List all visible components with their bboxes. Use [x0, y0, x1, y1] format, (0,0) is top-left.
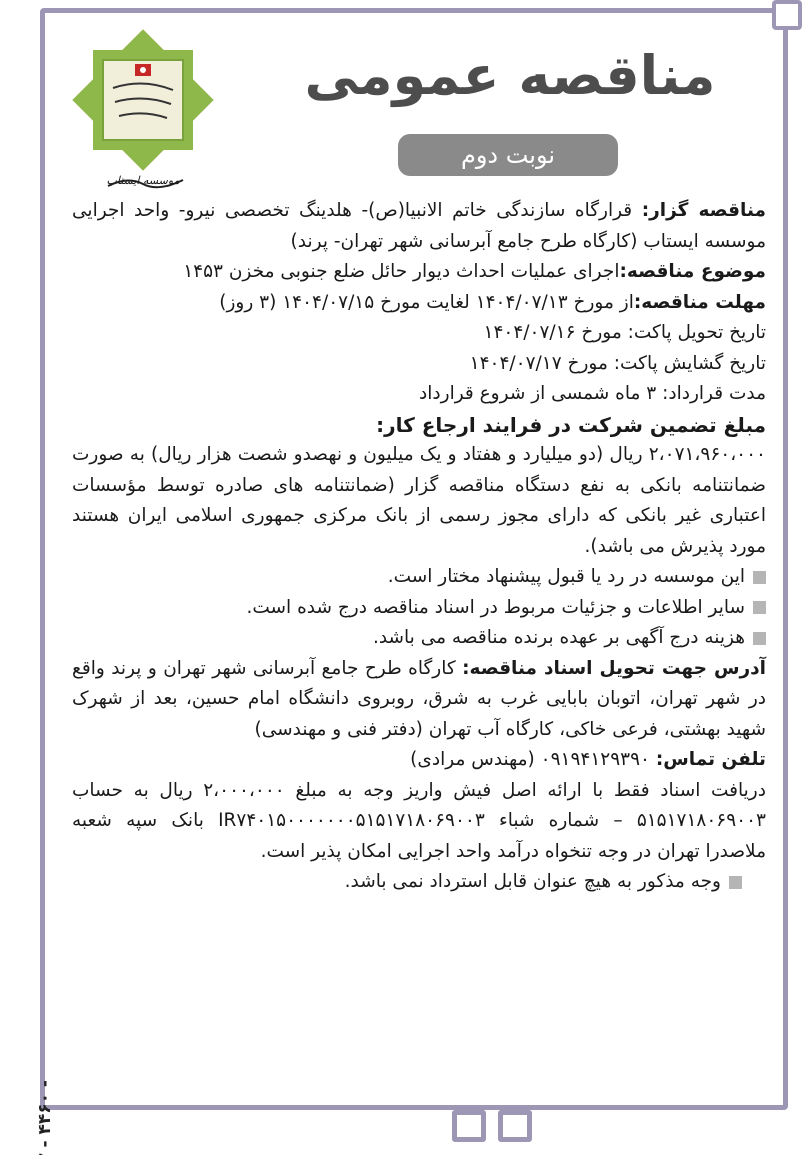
phone-label: تلفن تماس:: [655, 749, 766, 770]
subject: [72, 257, 766, 288]
deadline: [72, 288, 766, 319]
bottom-square-left: [452, 1110, 486, 1142]
address-label: آدرس جهت تحویل اسناد مناقصه:: [462, 657, 766, 679]
deadline-text: از مورخ ۱۴۰۴/۰۷/۱۳ لغایت مورخ ۱۴۰۴/۰۷/۱۵ (۳ روز): [219, 291, 634, 313]
round-badge: نوبت دوم: [398, 134, 618, 176]
subject-text: اجرای عملیات احداث دیوار حائل ضلع جنوبی مخزن ۱۴۵۳: [183, 261, 620, 282]
address-text: کارگاه طرح جامع آبرسانی شهر تهران و پرند واقع در شهر تهران، اتوبان بابایی غرب به شرق، روبروی دانشگاه امام حسین، بعد از شهرک شهید بهشتی، فرعی خاکی، کارگاه آب تهران (دفتر فنی و مهندسی): [72, 657, 766, 740]
deadline-label: مهلت مناقصه:: [633, 291, 766, 313]
square-bullet-icon: [753, 601, 766, 614]
square-bullet-icon: [729, 876, 742, 889]
tender-org-label: مناقصه گزار:: [641, 200, 766, 221]
frame-corner-square: [772, 0, 802, 30]
payment-text: دریافت اسناد فقط با ارائه اصل فیش واریز وجه به مبلغ ۲،۰۰۰،۰۰۰ ریال به حساب ۵۱۵۱۷۱۸۰۶۹۰۰۳ – شماره شباء IR۷۴۰۱۵۰۰۰۰۰۰۰۵۱۵۱۷۱۸۰۶۹۰۰۳ بانک سپه شعبه ملاصدرا تهران در وجه تنخواه درآمد واحد اجرایی امکان پذیر است.: [72, 779, 766, 862]
logo-caption: موسسه ایستاب: [106, 174, 180, 187]
guarantee-heading: مبلغ تضمین شرکت در فرایند ارجاع کار:: [376, 412, 766, 437]
ad-body: [72, 196, 766, 898]
bullet-item: [72, 562, 766, 593]
square-bullet-icon: [753, 571, 766, 584]
opening-date: تاریخ گشایش پاکت: مورخ ۱۴۰۴/۰۷/۱۷: [469, 352, 766, 374]
bullet-item: [72, 593, 766, 624]
bullet-text: این موسسه در رد یا قبول پیشنهاد مختار است.: [387, 566, 745, 587]
bullet-text: هزینه درج آگهی بر عهده برنده مناقصه می باشد.: [372, 627, 745, 648]
tender-org: [72, 196, 766, 257]
address: [72, 654, 766, 746]
guarantee-text: ۲،۰۷۱،۹۶۰،۰۰۰ ریال (دو میلیارد و هفتاد و یک میلیون و نهصدو شصت هزار ریال) به صورت ضمانتنامه بانکی به نفع دستگاه مناقصه گزار (ضمانتنامه های صادره توسط مؤسسات اعتباری غیر بانکی که دارای مجوز رسمی از بانک مرکزی جمهوری اسلامی ایران هستند مورد پذیرش می باشد).: [72, 444, 766, 557]
bullet-text: سایر اطلاعات و جزئیات مربوط در اسناد مناقصه درج شده است.: [246, 596, 745, 618]
svg-text:- ۴۴۶۰ - ۰۴/۰۷/۱۲ مناقصه: [35, 1080, 55, 1155]
final-bullet: [72, 867, 766, 898]
tender-org-text: قرارگاه سازندگی خاتم الانبیا(ص)- هلدینگ تخصصی نیرو- واحد اجرایی موسسه ایستاب (کارگاه طرح جامع آبرسانی شهر تهران- پرند): [72, 200, 766, 252]
phone-text: ۰۹۱۹۴۱۲۹۳۹۰ (مهندس مرادی): [410, 749, 650, 770]
square-bullet-icon: [753, 632, 766, 645]
delivery-date: تاریخ تحویل پاکت: مورخ ۱۴۰۴/۰۷/۱۶: [483, 322, 766, 343]
bottom-square-right: [498, 1110, 532, 1142]
newspaper-side-label: [35, 690, 68, 1148]
phone: [72, 745, 766, 776]
contract-duration: مدت قرارداد: ۳ ماه شمسی از شروع قرارداد: [419, 383, 766, 404]
page-title: مناقصه عمومی: [304, 44, 716, 107]
subject-label: موضوع مناقصه:: [619, 261, 766, 282]
side-issue: - ۴۴۶۰ -: [35, 1080, 55, 1148]
final-bullet-text: وجه مذکور به هیچ عنوان قابل استرداد نمی باشد.: [344, 871, 721, 892]
institute-logo: [68, 28, 218, 198]
bullet-item: [72, 623, 766, 654]
